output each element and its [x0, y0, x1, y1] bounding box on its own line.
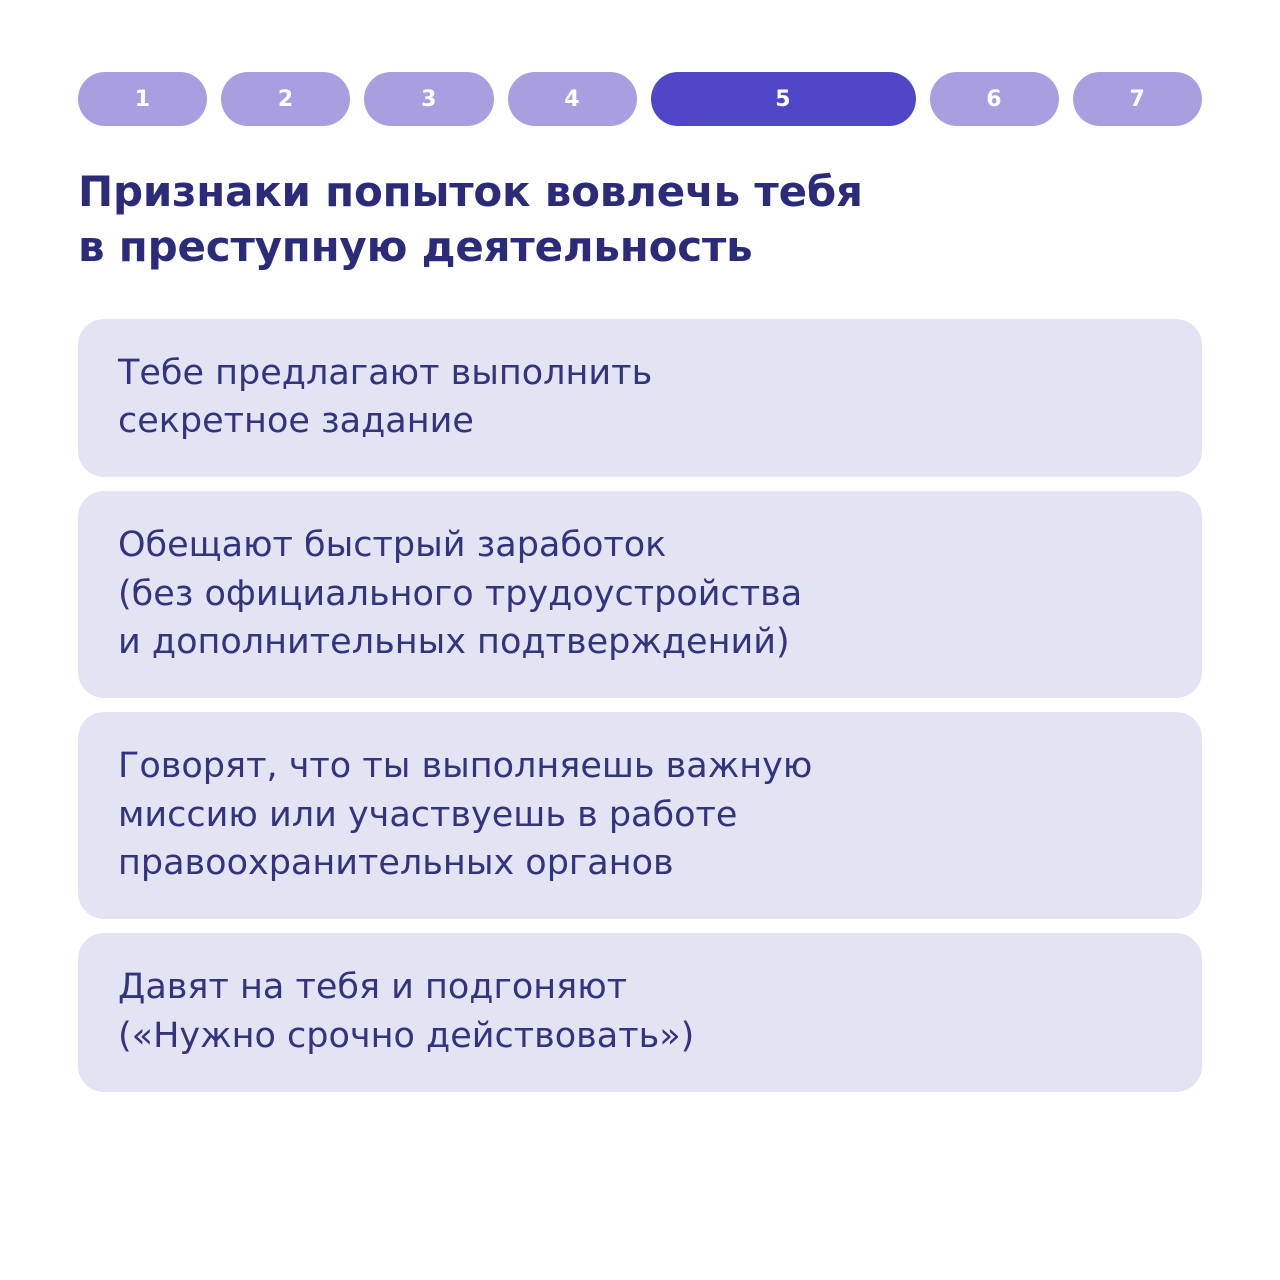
- card-line: (без официального трудоустройства: [118, 573, 803, 614]
- step-indicator-6[interactable]: [930, 72, 1059, 126]
- step-indicator-7[interactable]: [1073, 72, 1202, 126]
- card-line: и дополнительных подтверждений): [118, 622, 790, 663]
- step-label: 4: [564, 86, 581, 112]
- step-label: 3: [421, 86, 437, 112]
- card-line: Тебе предлагают выполнить: [118, 352, 653, 393]
- page-title: [78, 164, 1098, 275]
- step-indicator-5-active[interactable]: [651, 72, 916, 126]
- step-indicator-4[interactable]: [508, 72, 637, 126]
- step-label: 5: [775, 86, 792, 112]
- page-title-line-2: в преступную деятельность: [78, 222, 753, 272]
- card-line: Давят на тебя и подгоняют: [118, 967, 628, 1008]
- list-item: [78, 712, 1202, 919]
- card-line: миссию или участвуешь в работе: [118, 794, 738, 835]
- card-line: Обещают быстрый заработок: [118, 525, 667, 566]
- step-label: 7: [1129, 86, 1146, 112]
- step-label: 1: [134, 86, 151, 112]
- list-item: [78, 319, 1202, 478]
- page-title-line-1: Признаки попыток вовлечь тебя: [78, 167, 863, 216]
- card-line: секретное задание: [118, 401, 474, 442]
- card-line: Говорят, что ты выполняешь важную: [118, 746, 813, 787]
- step-indicator-1[interactable]: [78, 72, 207, 126]
- step-pager: [0, 0, 1280, 126]
- signs-list: [78, 319, 1202, 1092]
- list-item: [78, 933, 1202, 1092]
- card-line: правоохранительных органов: [118, 842, 674, 883]
- card-line: («Нужно срочно действовать»): [118, 1015, 695, 1056]
- step-label: 6: [986, 86, 1003, 112]
- step-indicator-3[interactable]: [364, 72, 493, 126]
- step-indicator-2[interactable]: [221, 72, 350, 126]
- step-label: 2: [277, 86, 294, 112]
- list-item: [78, 491, 1202, 698]
